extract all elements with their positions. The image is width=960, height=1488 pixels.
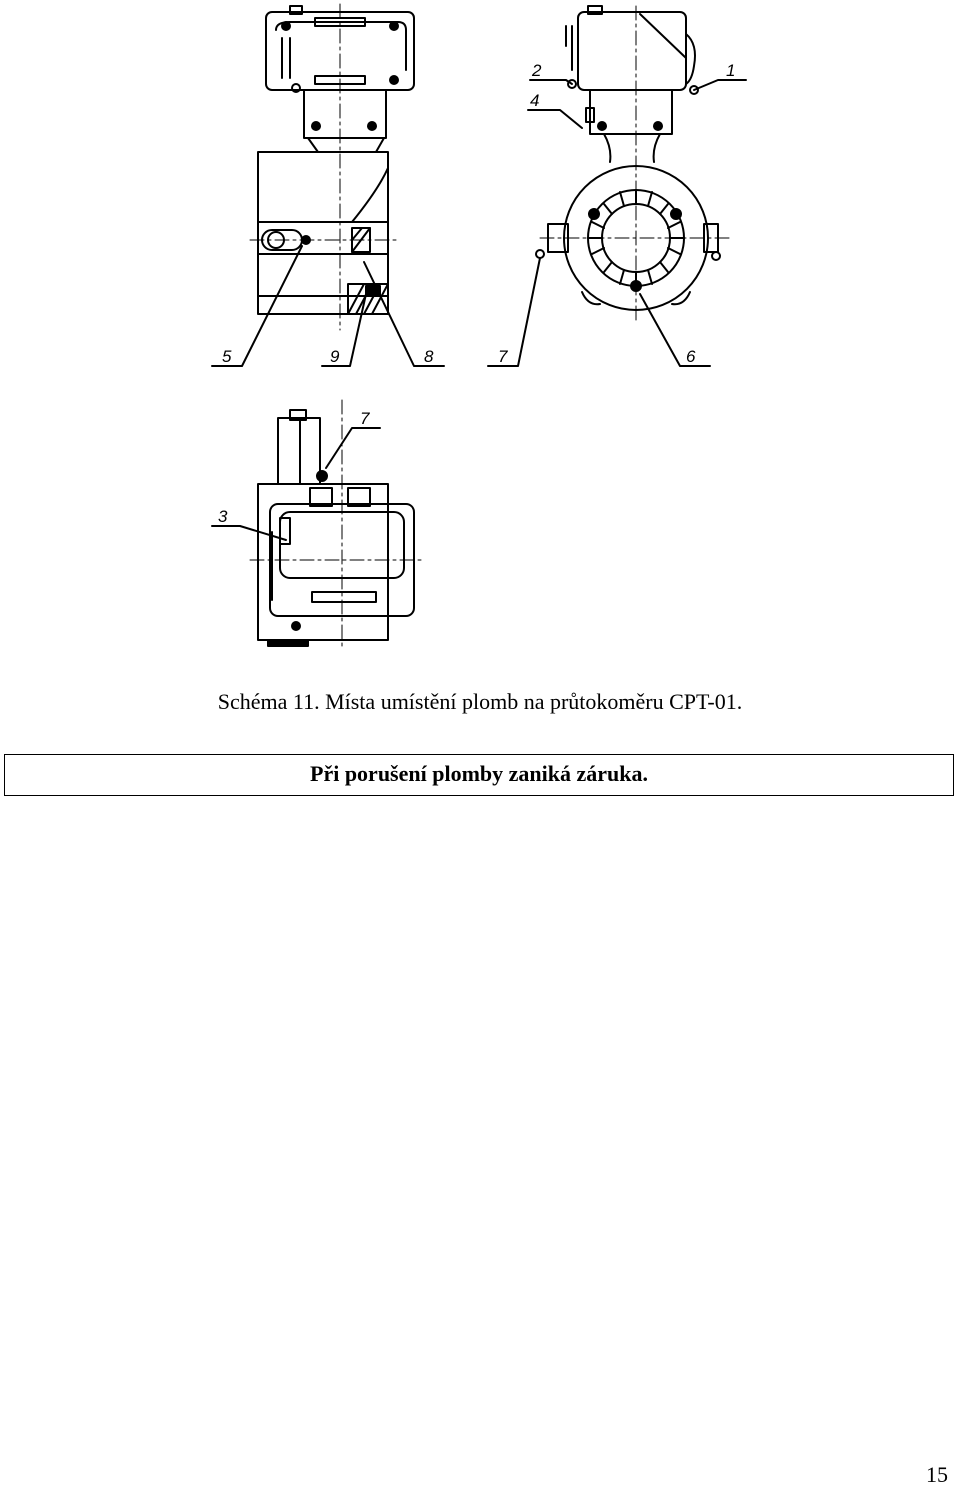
flowmeter-technical-drawing (0, 0, 960, 660)
callout-5: 5 (222, 347, 232, 366)
callout-8: 8 (424, 347, 434, 366)
callout-2: 2 (532, 61, 542, 80)
side-view (212, 4, 444, 366)
callout-7-front: 7 (498, 347, 508, 366)
callout-9: 9 (330, 347, 340, 366)
warranty-warning-text: Při porušení plomby zaniká záruka. (310, 761, 648, 786)
front-view (488, 6, 746, 366)
callout-7-top: 7 (360, 409, 370, 428)
figure-caption: Schéma 11. Místa umístění plomb na průtokoměru CPT-01. (217, 689, 743, 714)
callout-3: 3 (218, 507, 228, 526)
callout-4: 4 (530, 91, 540, 110)
callout-6: 6 (686, 347, 696, 366)
warranty-warning-box (4, 754, 954, 796)
top-view (212, 400, 424, 650)
callout-1: 1 (726, 61, 736, 80)
page-number: 15 (926, 1462, 948, 1487)
